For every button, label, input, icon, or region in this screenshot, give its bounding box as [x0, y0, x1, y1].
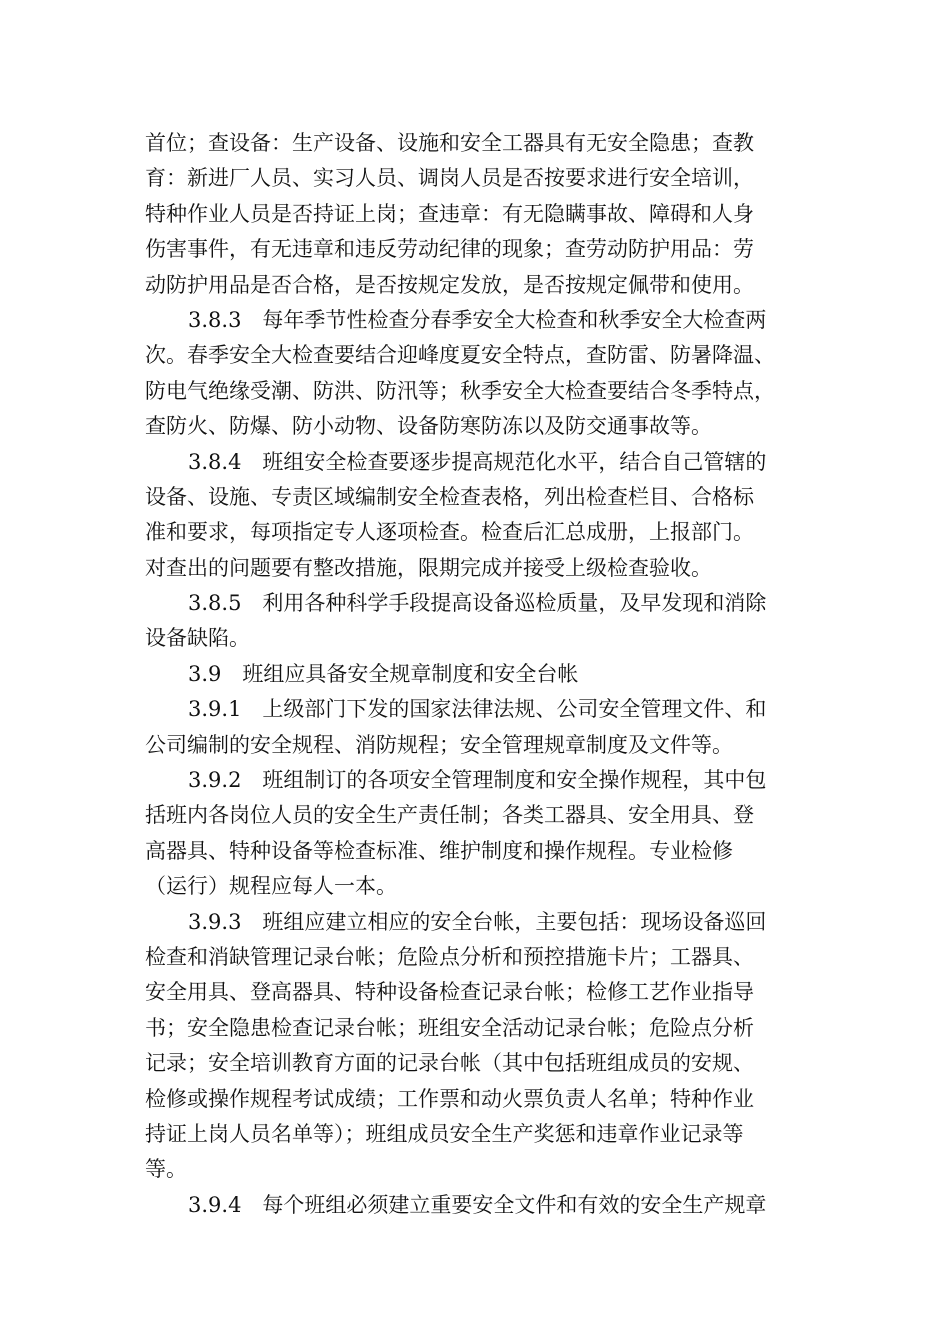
text-line: 3.8.3 每年季节性检查分春季安全大检查和秋季安全大检查两: [188, 307, 767, 332]
text-line: 准和要求，每项指定专人逐项检查。检查后汇总成册，上报部门。: [145, 520, 754, 545]
text-line: 设备、设施、专责区域编制安全检查表格，列出检查栏目、合格标: [145, 484, 754, 509]
text-line: 3.9.3 班组应建立相应的安全台帐，主要包括：现场设备巡回: [188, 909, 767, 934]
text-line: 对查出的问题要有整改措施，限期完成并接受上级检查验收。: [145, 555, 712, 580]
text-line: 首位；查设备：生产设备、设施和安全工器具有无安全隐患；查教: [145, 131, 754, 155]
text-line: 设备缺陷。: [145, 626, 250, 651]
text-line: 等。: [145, 1157, 187, 1182]
text-line: 记录；安全培训教育方面的记录台帐（其中包括班组成员的安规、: [145, 1051, 754, 1076]
text-line: 育：新进厂人员、实习人员、调岗人员是否按要求进行安全培训，: [145, 166, 754, 191]
text-line: 检查和消缺管理记录台帐；危险点分析和预控措施卡片；工器具、: [145, 944, 754, 969]
text-line: 动防护用品是否合格，是否按规定发放，是否按规定佩带和使用。: [145, 272, 754, 297]
text-line: （运行）规程应每人一本。: [145, 874, 397, 899]
text-line: 3.9.1 上级部门下发的国家法律法规、公司安全管理文件、和: [188, 697, 767, 722]
text-line: 括班内各岗位人员的安全生产责任制；各类工器具、安全用具、登: [145, 803, 754, 828]
text-line: 伤害事件，有无违章和违反劳动纪律的现象；查劳动防护用品：劳: [145, 237, 754, 262]
text-line: 3.8.5 利用各种科学手段提高设备巡检质量，及早发现和消除: [188, 591, 767, 616]
text-line: 3.9 班组应具备安全规章制度和安全台帐: [188, 661, 579, 686]
text-line: 检修或操作规程考试成绩；工作票和动火票负责人名单；特种作业: [145, 1086, 754, 1111]
text-line: 次。春季安全大检查要结合迎峰度夏安全特点，查防雷、防暑降温、: [145, 343, 775, 368]
text-line: 书；安全隐患检查记录台帐；班组安全活动记录台帐；危险点分析: [145, 1015, 754, 1040]
text-line: 3.9.4 每个班组必须建立重要安全文件和有效的安全生产规章: [188, 1192, 767, 1217]
text-line: 3.8.4 班组安全检查要逐步提高规范化水平，结合自己管辖的: [188, 449, 767, 474]
text-line: 公司编制的安全规程、消防规程；安全管理规章制度及文件等。: [145, 732, 733, 757]
text-line: 防电气绝缘受潮、防洪、防汛等；秋季安全大检查要结合冬季特点，: [145, 378, 775, 403]
document-body: [145, 126, 815, 1223]
text-line: 3.9.2 班组制订的各项安全管理制度和安全操作规程，其中包: [188, 768, 767, 793]
text-line: 查防火、防爆、防小动物、设备防寒防冻以及防交通事故等。: [145, 414, 712, 439]
text-line: 持证上岗人员名单等）；班组成员安全生产奖惩和违章作业记录等: [145, 1121, 744, 1146]
text-line: 高器具、特种设备等检查标准、维护制度和操作规程。专业检修: [145, 838, 733, 863]
text-line: 安全用具、登高器具、特种设备检查记录台帐；检修工艺作业指导: [145, 980, 754, 1005]
text-line: 特种作业人员是否持证上岗；查违章：有无隐瞒事故、障碍和人身: [145, 201, 754, 226]
